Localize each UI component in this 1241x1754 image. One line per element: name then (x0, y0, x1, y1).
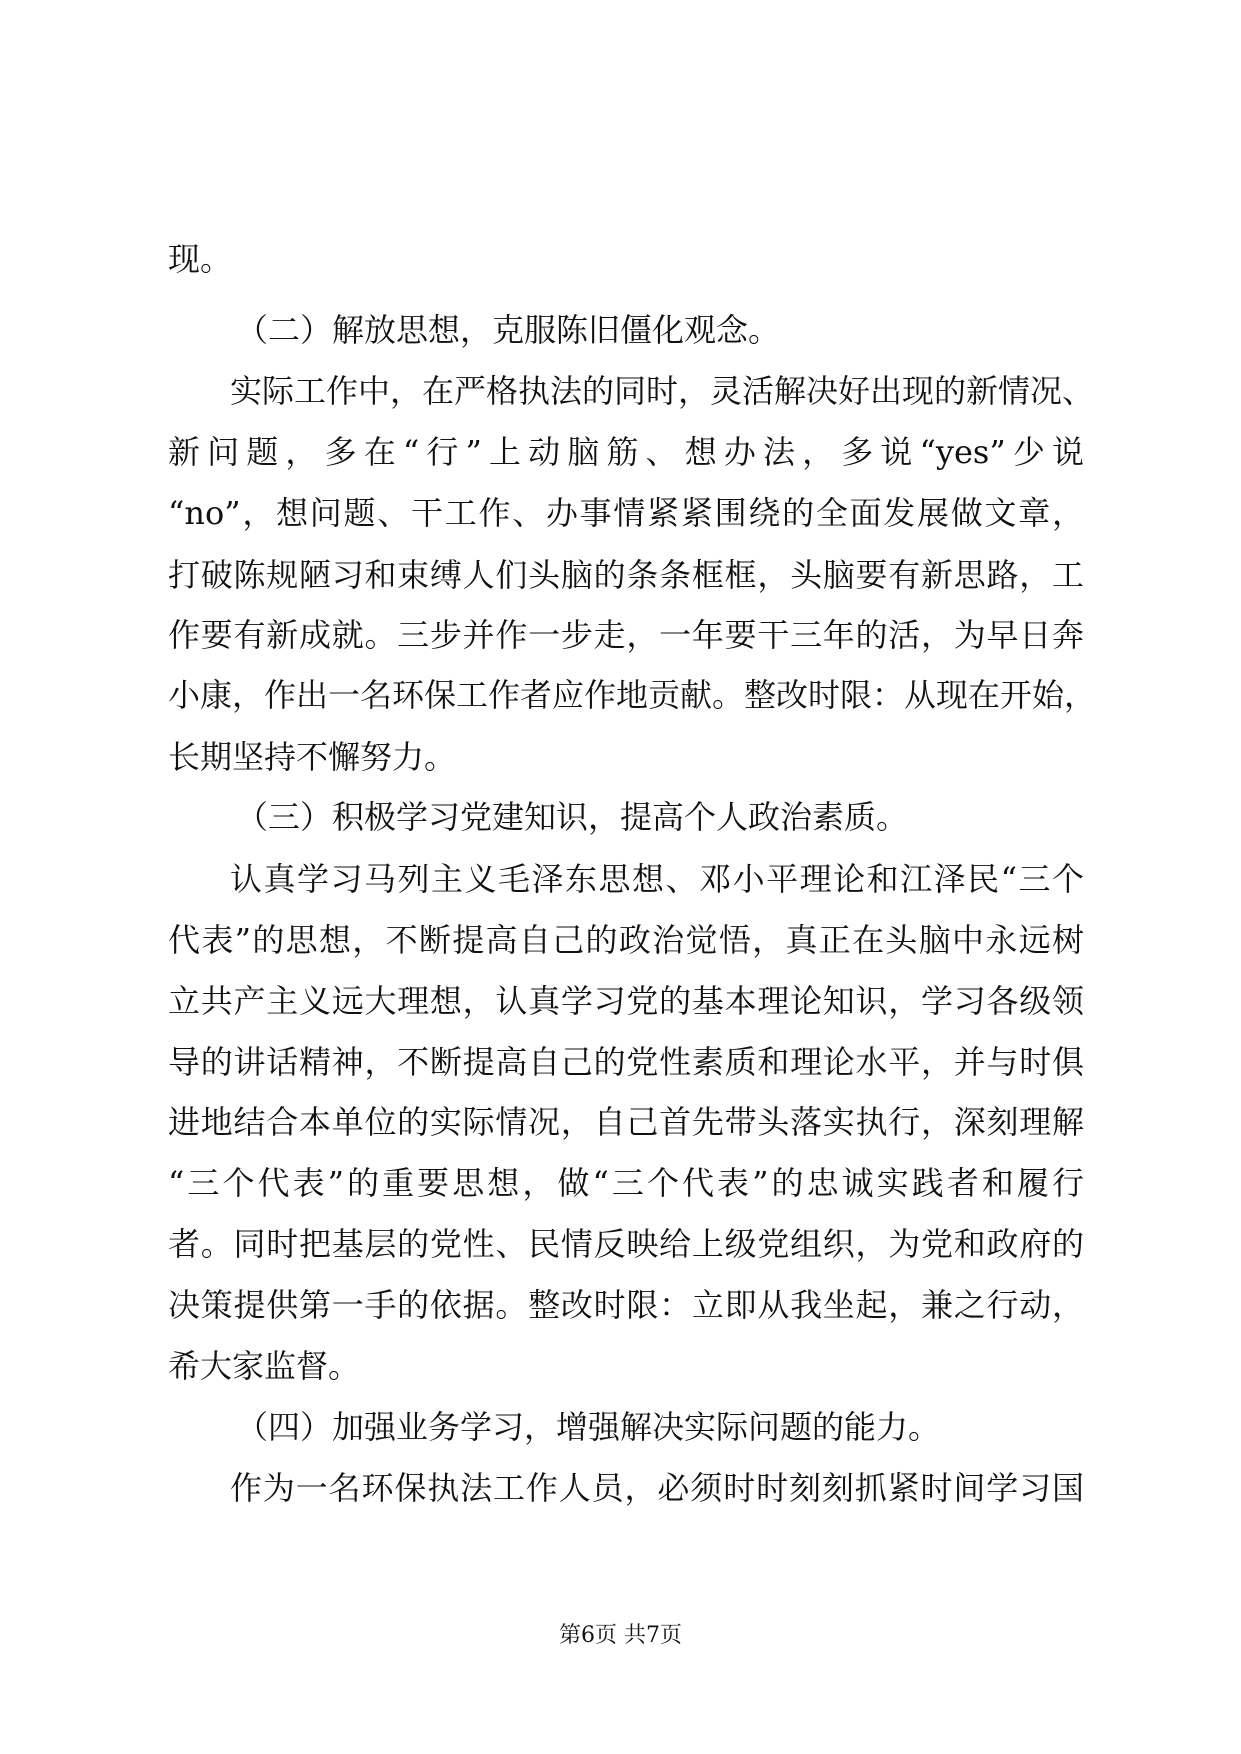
text-line: 希大家监督。 (168, 1347, 361, 1385)
section-heading: （二）解放思想，克服陈旧僵化观念。 (236, 311, 781, 349)
text-line: 长期坚持不懈努力。 (168, 738, 457, 776)
text-line: 作要有新成就。三步并作一步走，一年要干三年的活，为早日奔 (168, 616, 1084, 654)
text-line: 认真学习马列主义毛泽东思想、邓小平理论和江泽民“三个 (230, 860, 1084, 898)
section-heading: （四）加强业务学习，增强解决实际问题的能力。 (236, 1408, 941, 1446)
text-line: 者。同时把基层的党性、民情反映给上级党组织，为党和政府的 (168, 1225, 1084, 1263)
text-line: 新问题，多在“行”上动脑筋、想办法，多说“yes”少说 (168, 433, 1084, 471)
text-line: 导的讲话精神，不断提高自己的党性素质和理论水平，并与时俱 (168, 1043, 1084, 1081)
text-line: 决策提供第一手的依据。整改时限：立即从我坐起，兼之行动， (168, 1286, 1084, 1324)
text-line: 作为一名环保执法工作人员，必须时时刻刻抓紧时间学习国 (230, 1469, 1084, 1507)
page-number: 第6页 共7页 (559, 1623, 682, 1648)
text-line: 代表”的思想，不断提高自己的政治觉悟，真正在头脑中永远树 (168, 921, 1084, 959)
text-line: 现。 (168, 240, 233, 278)
text-line: 实际工作中，在严格执法的同时，灵活解决好出现的新情况、 (230, 372, 1095, 410)
text-line: 打破陈规陋习和束缚人们头脑的条条框框，头脑要有新思路，工 (168, 556, 1084, 594)
text-line: 立共产主义远大理想，认真学习党的基本理论知识，学习各级领 (168, 982, 1084, 1020)
text-line: 进地结合本单位的实际情况，自己首先带头落实执行，深刻理解 (168, 1103, 1084, 1141)
text-line: “三个代表”的重要思想，做“三个代表”的忠诚实践者和履行 (168, 1164, 1084, 1202)
section-heading: （三）积极学习党建知识，提高个人政治素质。 (236, 798, 909, 836)
text-line: 小康，作出一名环保工作者应作地贡献。整改时限：从现在开始， (168, 676, 1097, 714)
text-line: “no”，想问题、干工作、办事情紧紧围绕的全面发展做文章， (168, 494, 1084, 532)
